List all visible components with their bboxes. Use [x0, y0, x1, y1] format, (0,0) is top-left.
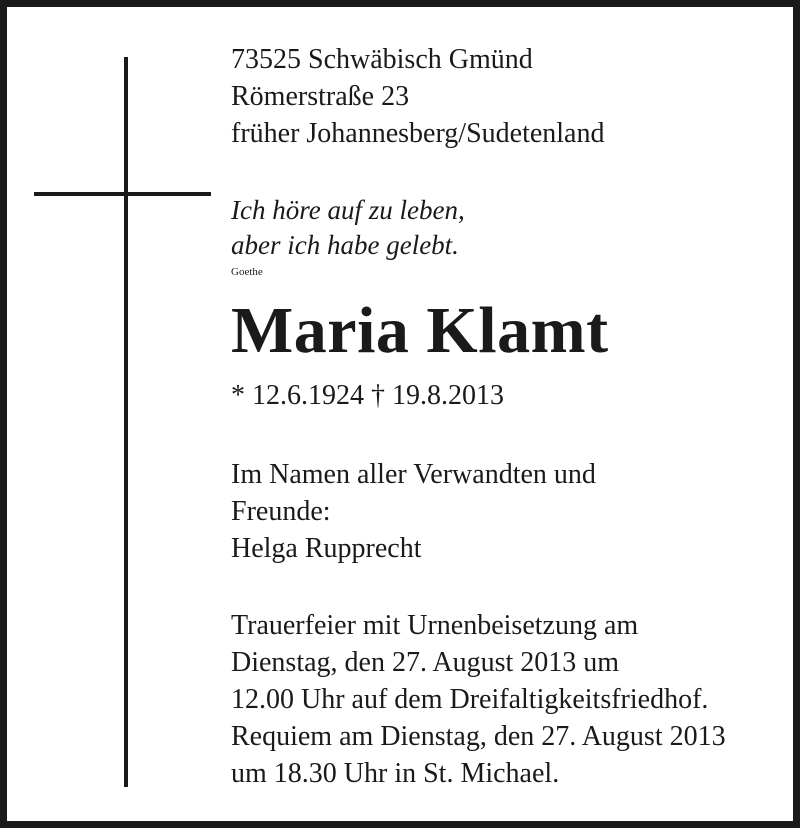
quote-line-1: Ich höre auf zu leben,	[231, 195, 465, 225]
ceremony-line-1: Trauerfeier mit Urnenbeisetzung am	[231, 610, 639, 641]
family-signatory: Helga Rupprecht	[231, 533, 422, 564]
deceased-name: Maria Klamt	[231, 294, 609, 367]
cross-vertical-bar	[124, 57, 128, 787]
quote-author: Goethe	[231, 266, 263, 278]
cross-horizontal-bar	[34, 192, 211, 196]
ceremony-line-5: um 18.30 Uhr in St. Michael.	[231, 758, 560, 789]
address-city: 73525 Schwäbisch Gmünd	[231, 44, 533, 75]
quote-block	[231, 193, 465, 263]
family-line-2: Freunde:	[231, 496, 331, 527]
address-street: Römerstraße 23	[231, 81, 410, 112]
family-line-1: Im Namen aller Verwandten und	[231, 459, 596, 490]
address-block	[231, 41, 605, 152]
ceremony-line-4: Requiem am Dienstag, den 27. August 2013	[231, 721, 726, 752]
address-origin: früher Johannesberg/Sudetenland	[231, 118, 605, 149]
ceremony-block	[231, 607, 726, 792]
life-dates: * 12.6.1924 † 19.8.2013	[231, 380, 504, 411]
ceremony-line-2: Dienstag, den 27. August 2013 um	[231, 647, 620, 678]
ceremony-line-3: 12.00 Uhr auf dem Dreifaltigkeitsfriedhof.	[231, 684, 709, 715]
quote-line-2: aber ich habe gelebt.	[231, 230, 459, 260]
family-block	[231, 456, 596, 567]
